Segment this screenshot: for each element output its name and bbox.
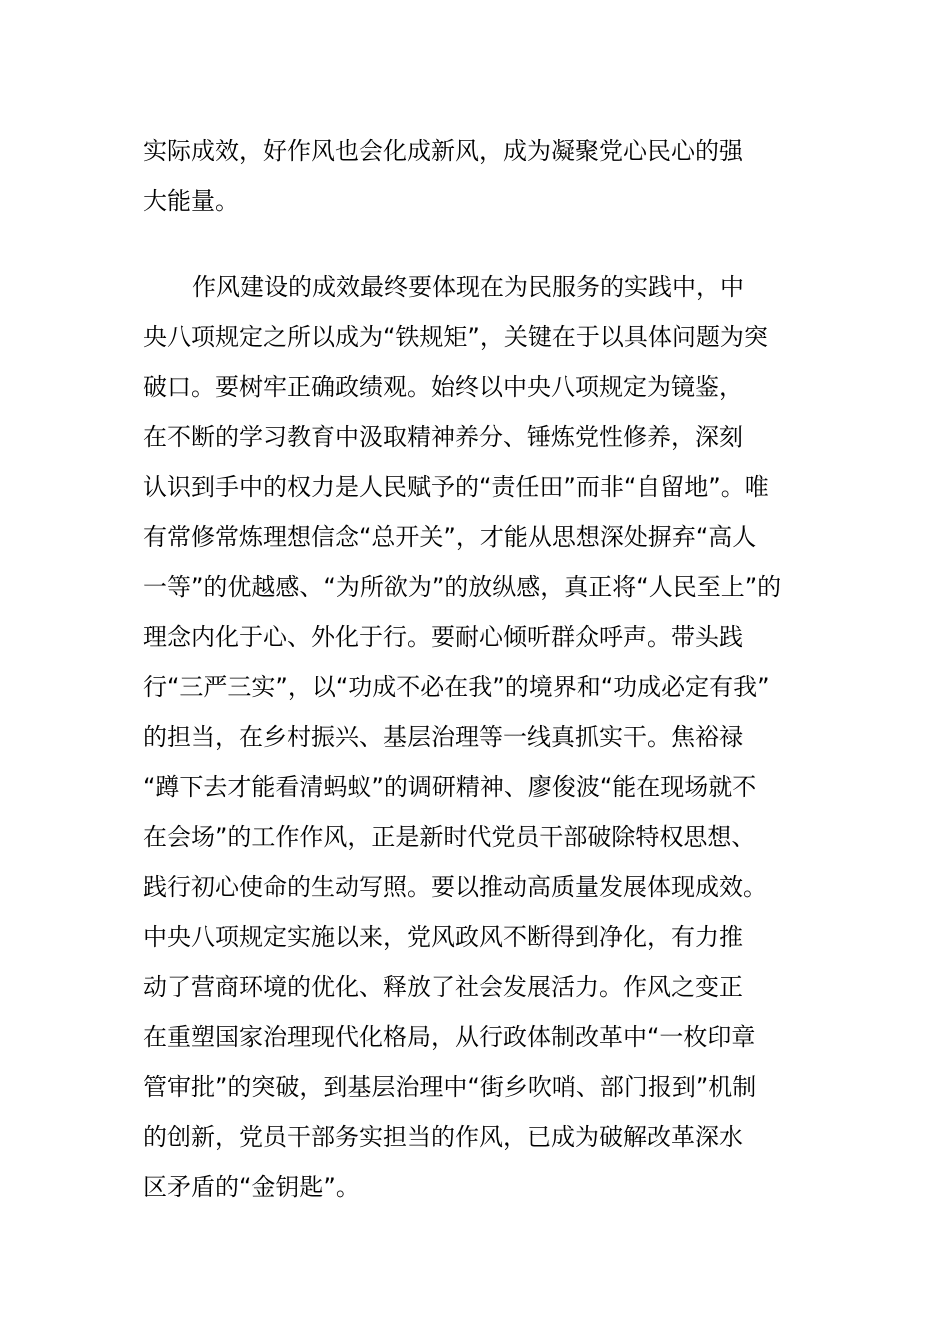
paragraph-2	[143, 262, 808, 1212]
text-line: 在不断的学习教育中汲取精神养分、锤炼党性修养，深刻	[143, 423, 743, 451]
text-line: 的担当，在乡村振兴、基层治理等一线真抓实干。焦裕禄	[143, 723, 743, 751]
text-line: 实际成效，好作风也会化成新风，成为凝聚党心民心的强	[143, 137, 743, 165]
text-line: 践行初心使命的生动写照。要以推动高质量发展体现成效。	[143, 873, 767, 901]
text-line: 在重塑国家治理现代化格局，从行政体制改革中“一枚印章	[143, 1023, 756, 1051]
text-line: 认识到手中的权力是人民赋予的“责任田”而非“自留地”。唯	[143, 473, 769, 501]
text-line: 有常修常炼理想信念“总开关”，才能从思想深处摒弃“高人	[143, 523, 757, 551]
text-line: 动了营商环境的优化、释放了社会发展活力。作风之变正	[143, 973, 743, 1001]
text-line: 破口。要树牢正确政绩观。始终以中央八项规定为镜鉴，	[143, 373, 743, 401]
text-line: 行“三严三实”，以“功成不必在我”的境界和“功成必定有我”	[143, 673, 770, 701]
text-line: 区矛盾的“金钥匙”。	[143, 1173, 360, 1201]
paragraph-1	[143, 126, 808, 226]
text-line: 央八项规定之所以成为“铁规矩”，关键在于以具体问题为突	[143, 323, 768, 351]
text-line: 管审批”的突破，到基层治理中“街乡吹哨、部门报到”机制	[143, 1073, 757, 1101]
text-line: 一等”的优越感、“为所欲为”的放纵感，真正将“人民至上”的	[143, 573, 782, 601]
text-line: 作风建设的成效最终要体现在为民服务的实践中，中	[192, 273, 744, 301]
text-line: 理念内化于心、外化于行。要耐心倾听群众呼声。带头践	[143, 623, 743, 651]
text-line: 大能量。	[143, 187, 239, 215]
text-line: 中央八项规定实施以来，党风政风不断得到净化，有力推	[143, 923, 743, 951]
text-line: 在会场”的工作作风，正是新时代党员干部破除特权思想、	[143, 823, 756, 851]
text-line: 的创新，党员干部务实担当的作风，已成为破解改革深水	[143, 1123, 743, 1151]
text-line: “蹲下去才能看清蚂蚁”的调研精神、廖俊波“能在现场就不	[143, 773, 757, 801]
